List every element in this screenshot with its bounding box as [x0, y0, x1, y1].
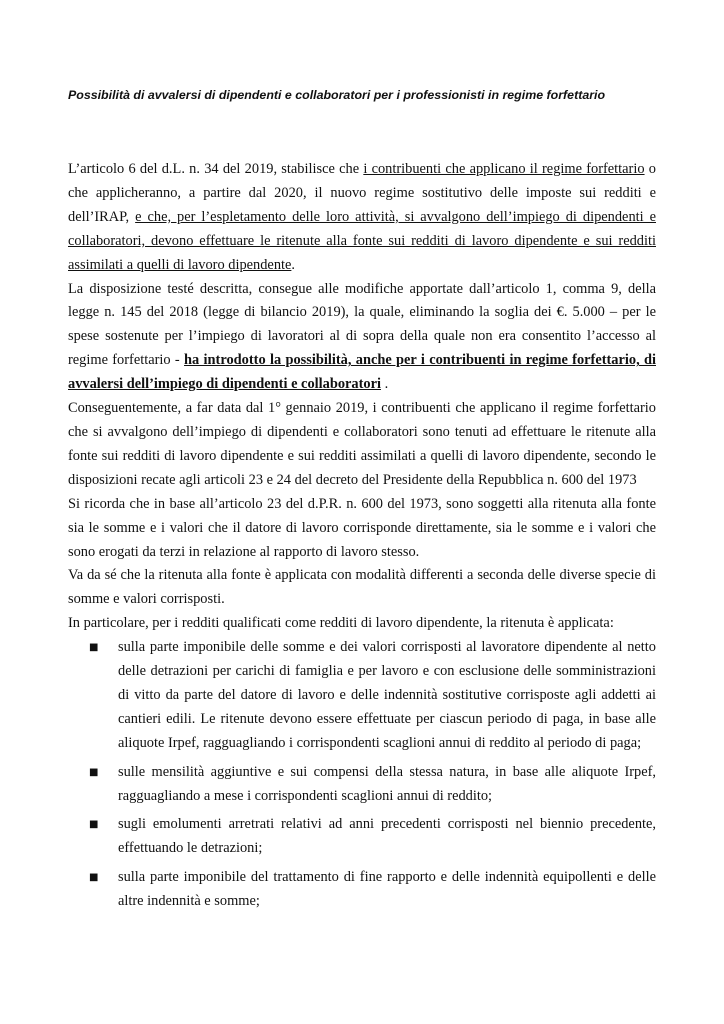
document-body	[68, 158, 656, 919]
paragraph-1-text-c: o che applicheranno, a partire dal 2020, il nuovo regime sostitutivo delle imposte sui redditi e dell’IRAP,	[68, 161, 656, 225]
square-bullet-icon: ■	[89, 766, 99, 778]
paragraph-5: Va da sé che la ritenuta alla fonte è applicata con modalità differenti a seconda delle diverse specie di somme e valori corrisposti.	[68, 567, 656, 608]
paragraph-6: In particolare, per i redditi qualificati come redditi di lavoro dipendente, la ritenuta è applicata:	[68, 615, 614, 632]
list-item	[89, 761, 656, 809]
paragraph-1	[68, 158, 656, 278]
square-bullet-icon: ■	[89, 819, 99, 831]
paragraph-1-text-a: L’articolo 6 del d.L. n. 34 del 2019, stabilisce che	[68, 161, 364, 177]
paragraph-2-text-c: .	[380, 376, 389, 393]
paragraph-2	[68, 278, 656, 398]
paragraph-3: Conseguentemente, a far data dal 1° gennaio 2019, i contribuenti che applicano il regime forfettario che si avvalgono dell’impiego di dipendenti e collaboratori sono tenuti ad effettuare le ritenute alla fonte sui redditi di lavoro dipendente e sui redditi assimilati a quelli di lavoro dipendente, secondo le disposizioni recate agli articoli 23 e 24 del decreto del Presidente della Repubblica n. 600 del 1973	[68, 400, 656, 488]
paragraph-1-text-e: .	[291, 256, 296, 273]
list-item-text: sulle mensilità aggiuntive e sui compensi della stessa natura, in base alle aliquote Irpef, ragguagliando a mese i corrispondenti scaglioni annui di reddito;	[118, 763, 656, 804]
bullet-list	[68, 636, 656, 914]
document-title: Possibilità di avvalersi di dipendenti e collaboratori per i professionisti in regime forfettario	[68, 88, 606, 102]
list-item	[89, 813, 656, 861]
square-bullet-icon: ■	[89, 872, 99, 884]
list-item-text: sugli emolumenti arretrati relativi ad anni precedenti corrisposti nel biennio precedente, effettuando le detrazioni;	[118, 816, 656, 857]
list-item-text: sulla parte imponibile delle somme e dei valori corrisposti al lavoratore dipendente al netto delle detrazioni per carichi di famiglia e per lavoro e con esclusione delle somministrazioni di vitto da parte del datore di lavoro e delle indennità sostitutive corrisposte agli addetti ai cantieri edili. Le ritenute devono essere effettuate per ciascun periodo di paga, in base alle aliquote Irpef, ragguagliando i corrispondenti scaglioni annui di reddito al periodo di paga;	[118, 639, 656, 751]
paragraph-4: Si ricorda che in base all’articolo 23 del d.P.R. n. 600 del 1973, sono soggetti alla ritenuta alla fonte sia le somme e i valori che il datore di lavoro corrisponde direttamente, sia le somme e i valori che sono erogati da terzi in relazione al rapporto di lavoro stesso.	[68, 495, 656, 560]
square-bullet-icon: ■	[89, 642, 99, 654]
paragraph-1-underlined-d: e che, per l’espletamento delle loro attività, si avvalgono dell’impiego di dipendenti e collaboratori, devono effettuare le ritenute alla fonte sui redditi di lavoro dipendente e sui redditi assimilati a quelli di lavoro dipendente	[68, 208, 656, 273]
paragraph-1-underlined-a: i contribuenti che applicano il regime forfettario	[363, 161, 645, 177]
list-item	[89, 636, 656, 756]
list-item-text: sulla parte imponibile del trattamento di fine rapporto e delle indennità equipollenti e delle altre indennità e somme;	[118, 869, 656, 910]
paragraph-2-text-a: La disposizione testé descritta, consegue alle modifiche apportate dall’articolo 1, comma 9, della legge n. 145 del 2018 (legge di bilancio 2019), la quale, eliminando la soglia dei €. 5.000 – per le spese sostenute per l’impiego di lavoratori al di sopra della quale non era consentito l’accesso al regime forfettario -	[68, 280, 656, 369]
paragraph-2-bold-underlined: ha introdotto la possibilità, anche per i contribuenti in regime forfettario, di avvalersi dell’impiego di dipendenti e collaboratori	[68, 352, 656, 393]
list-item	[89, 866, 656, 914]
